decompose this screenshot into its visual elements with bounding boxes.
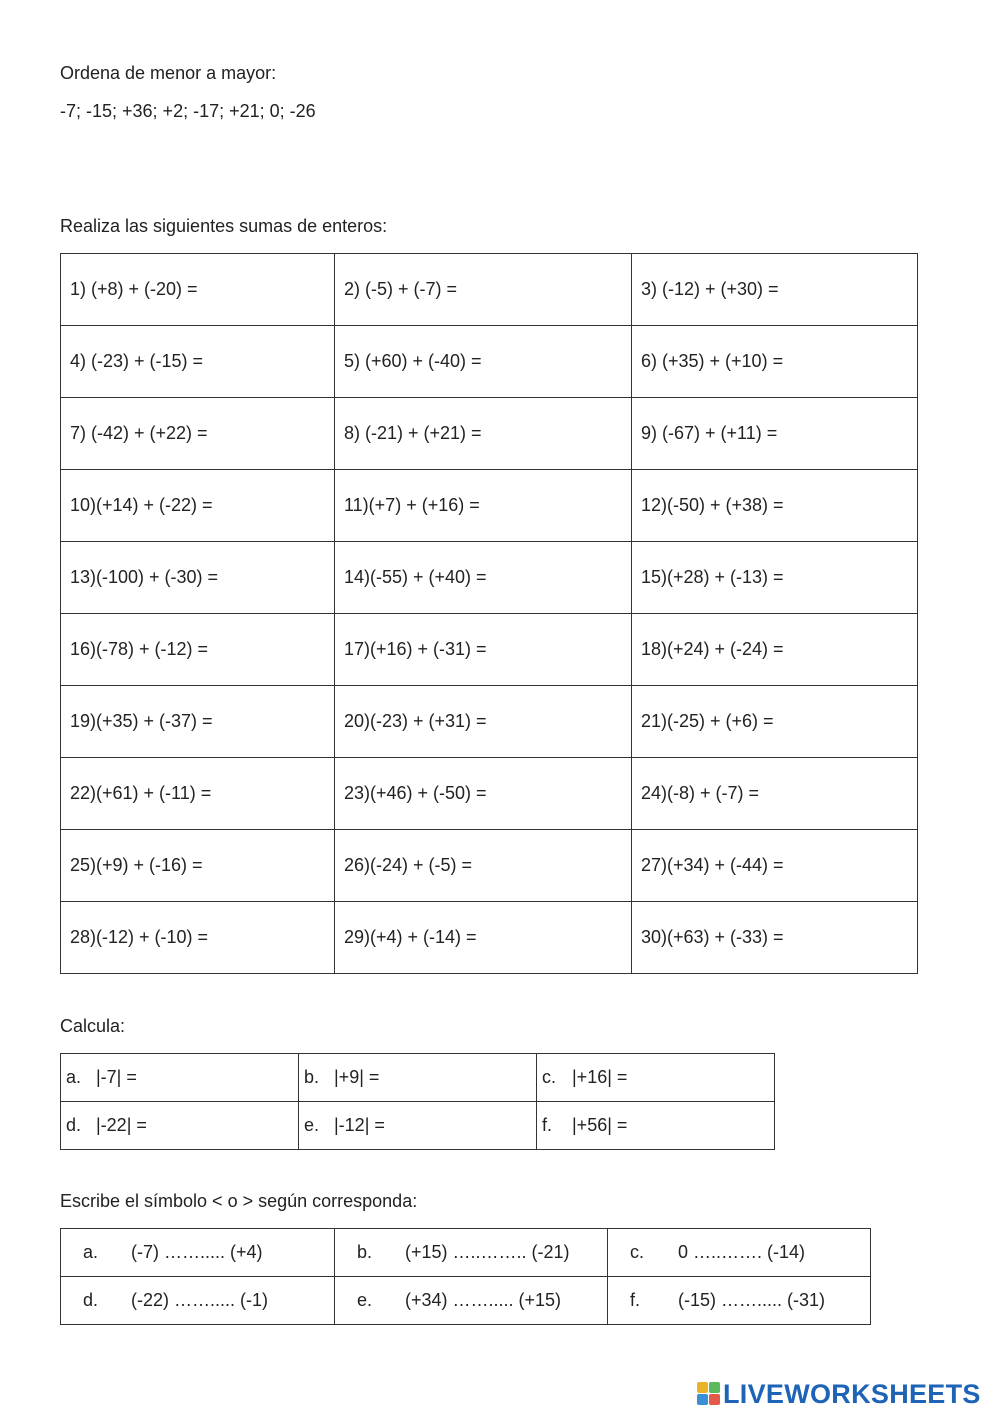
sum-exercise-cell[interactable]: 5) (+60) + (-40) =: [335, 326, 632, 398]
sum-exercise-cell[interactable]: 15)(+28) + (-13) =: [632, 542, 918, 614]
sum-exercise-cell[interactable]: 20)(-23) + (+31) =: [335, 686, 632, 758]
item-label: e.: [304, 1115, 320, 1135]
sum-exercise-cell[interactable]: 16)(-78) + (-12) =: [61, 614, 335, 686]
symbol-row: [61, 1229, 871, 1277]
sum-exercise-cell[interactable]: 9) (-67) + (+11) =: [632, 398, 918, 470]
sum-exercise-cell[interactable]: 30)(+63) + (-33) =: [632, 902, 918, 974]
sum-exercise-cell[interactable]: 27)(+34) + (-44) =: [632, 830, 918, 902]
sum-exercise-cell[interactable]: 21)(-25) + (+6) =: [632, 686, 918, 758]
symbol-row: [61, 1277, 871, 1325]
item-expression: |+56| =: [572, 1115, 628, 1135]
absolute-value-cell[interactable]: [299, 1054, 537, 1102]
symbol-table: [60, 1228, 871, 1325]
absolute-value-table: [60, 1053, 775, 1150]
order-numbers: -7; -15; +36; +2; -17; +21; 0; -26: [60, 101, 316, 121]
sum-exercise-cell[interactable]: 3) (-12) + (+30) =: [632, 254, 918, 326]
sum-exercise-cell[interactable]: 19)(+35) + (-37) =: [61, 686, 335, 758]
liveworksheets-logo: [697, 1380, 981, 1408]
item-expression: |+9| =: [334, 1067, 380, 1087]
sum-exercise-cell[interactable]: 10)(+14) + (-22) =: [61, 470, 335, 542]
symbol-compare-cell[interactable]: [61, 1277, 335, 1325]
sum-row: [61, 614, 918, 686]
absolute-value-cell[interactable]: [537, 1054, 775, 1102]
absolute-value-cell[interactable]: [61, 1054, 299, 1102]
item-label: b.: [357, 1242, 373, 1262]
item-expression: (+34) ……..... (+15): [405, 1290, 562, 1310]
sums-table: [60, 253, 918, 974]
sum-exercise-cell[interactable]: 1) (+8) + (-20) =: [61, 254, 335, 326]
item-label: b.: [304, 1067, 320, 1087]
item-label: a.: [66, 1067, 82, 1087]
absolute-value-cell[interactable]: [299, 1102, 537, 1150]
sum-exercise-cell[interactable]: 2) (-5) + (-7) =: [335, 254, 632, 326]
symbol-title: Escribe el símbolo < o > según corresponda:: [60, 1191, 418, 1211]
sum-exercise-cell[interactable]: 12)(-50) + (+38) =: [632, 470, 918, 542]
sum-exercise-cell[interactable]: 4) (-23) + (-15) =: [61, 326, 335, 398]
symbol-compare-cell[interactable]: [608, 1277, 871, 1325]
item-label: f.: [542, 1115, 553, 1135]
sum-exercise-cell[interactable]: 7) (-42) + (+22) =: [61, 398, 335, 470]
sum-exercise-cell[interactable]: 18)(+24) + (-24) =: [632, 614, 918, 686]
item-label: c.: [542, 1067, 557, 1087]
item-label: e.: [357, 1290, 373, 1310]
item-expression: |-22| =: [96, 1115, 147, 1135]
sum-exercise-cell[interactable]: 14)(-55) + (+40) =: [335, 542, 632, 614]
absolute-value-row: [61, 1054, 775, 1102]
item-expression: |+16| =: [572, 1067, 628, 1087]
sum-row: [61, 542, 918, 614]
sum-exercise-cell[interactable]: 17)(+16) + (-31) =: [335, 614, 632, 686]
symbol-compare-cell[interactable]: [61, 1229, 335, 1277]
sum-row: [61, 686, 918, 758]
sum-row: [61, 902, 918, 974]
sum-row: [61, 254, 918, 326]
sum-exercise-cell[interactable]: 29)(+4) + (-14) =: [335, 902, 632, 974]
item-expression: |-7| =: [96, 1067, 137, 1087]
sum-exercise-cell[interactable]: 6) (+35) + (+10) =: [632, 326, 918, 398]
order-title: Ordena de menor a mayor:: [60, 63, 277, 83]
item-label: d.: [83, 1290, 99, 1310]
sum-row: [61, 758, 918, 830]
item-expression: (-15) ……..... (-31): [678, 1290, 826, 1310]
sums-title: Realiza las siguientes sumas de enteros:: [60, 216, 388, 236]
sum-row: [61, 326, 918, 398]
sum-exercise-cell[interactable]: 28)(-12) + (-10) =: [61, 902, 335, 974]
sum-row: [61, 830, 918, 902]
logo-text: LIVEWORKSHEETS: [723, 1378, 981, 1409]
symbol-compare-cell[interactable]: [608, 1229, 871, 1277]
sum-exercise-cell[interactable]: 11)(+7) + (+16) =: [335, 470, 632, 542]
absolute-value-row: [61, 1102, 775, 1150]
sum-row: [61, 470, 918, 542]
sum-exercise-cell[interactable]: 8) (-21) + (+21) =: [335, 398, 632, 470]
logo-mark-icon: [697, 1382, 721, 1406]
sum-row: [61, 398, 918, 470]
item-expression: (-22) ……..... (-1): [131, 1290, 269, 1310]
item-label: a.: [83, 1242, 99, 1262]
item-expression: (+15) …..…….. (-21): [405, 1242, 570, 1262]
sum-exercise-cell[interactable]: 26)(-24) + (-5) =: [335, 830, 632, 902]
item-expression: 0 …..……. (-14): [678, 1242, 806, 1262]
calcula-title: Calcula:: [60, 1016, 126, 1036]
sum-exercise-cell[interactable]: 23)(+46) + (-50) =: [335, 758, 632, 830]
sum-exercise-cell[interactable]: 25)(+9) + (-16) =: [61, 830, 335, 902]
symbol-compare-cell[interactable]: [335, 1229, 608, 1277]
absolute-value-cell[interactable]: [537, 1102, 775, 1150]
sum-exercise-cell[interactable]: 24)(-8) + (-7) =: [632, 758, 918, 830]
symbol-compare-cell[interactable]: [335, 1277, 608, 1325]
item-expression: |-12| =: [334, 1115, 385, 1135]
sum-exercise-cell[interactable]: 13)(-100) + (-30) =: [61, 542, 335, 614]
item-label: c.: [630, 1242, 645, 1262]
item-label: f.: [630, 1290, 641, 1310]
absolute-value-cell[interactable]: [61, 1102, 299, 1150]
item-label: d.: [66, 1115, 82, 1135]
sum-exercise-cell[interactable]: 22)(+61) + (-11) =: [61, 758, 335, 830]
item-expression: (-7) ……..... (+4): [131, 1242, 263, 1262]
